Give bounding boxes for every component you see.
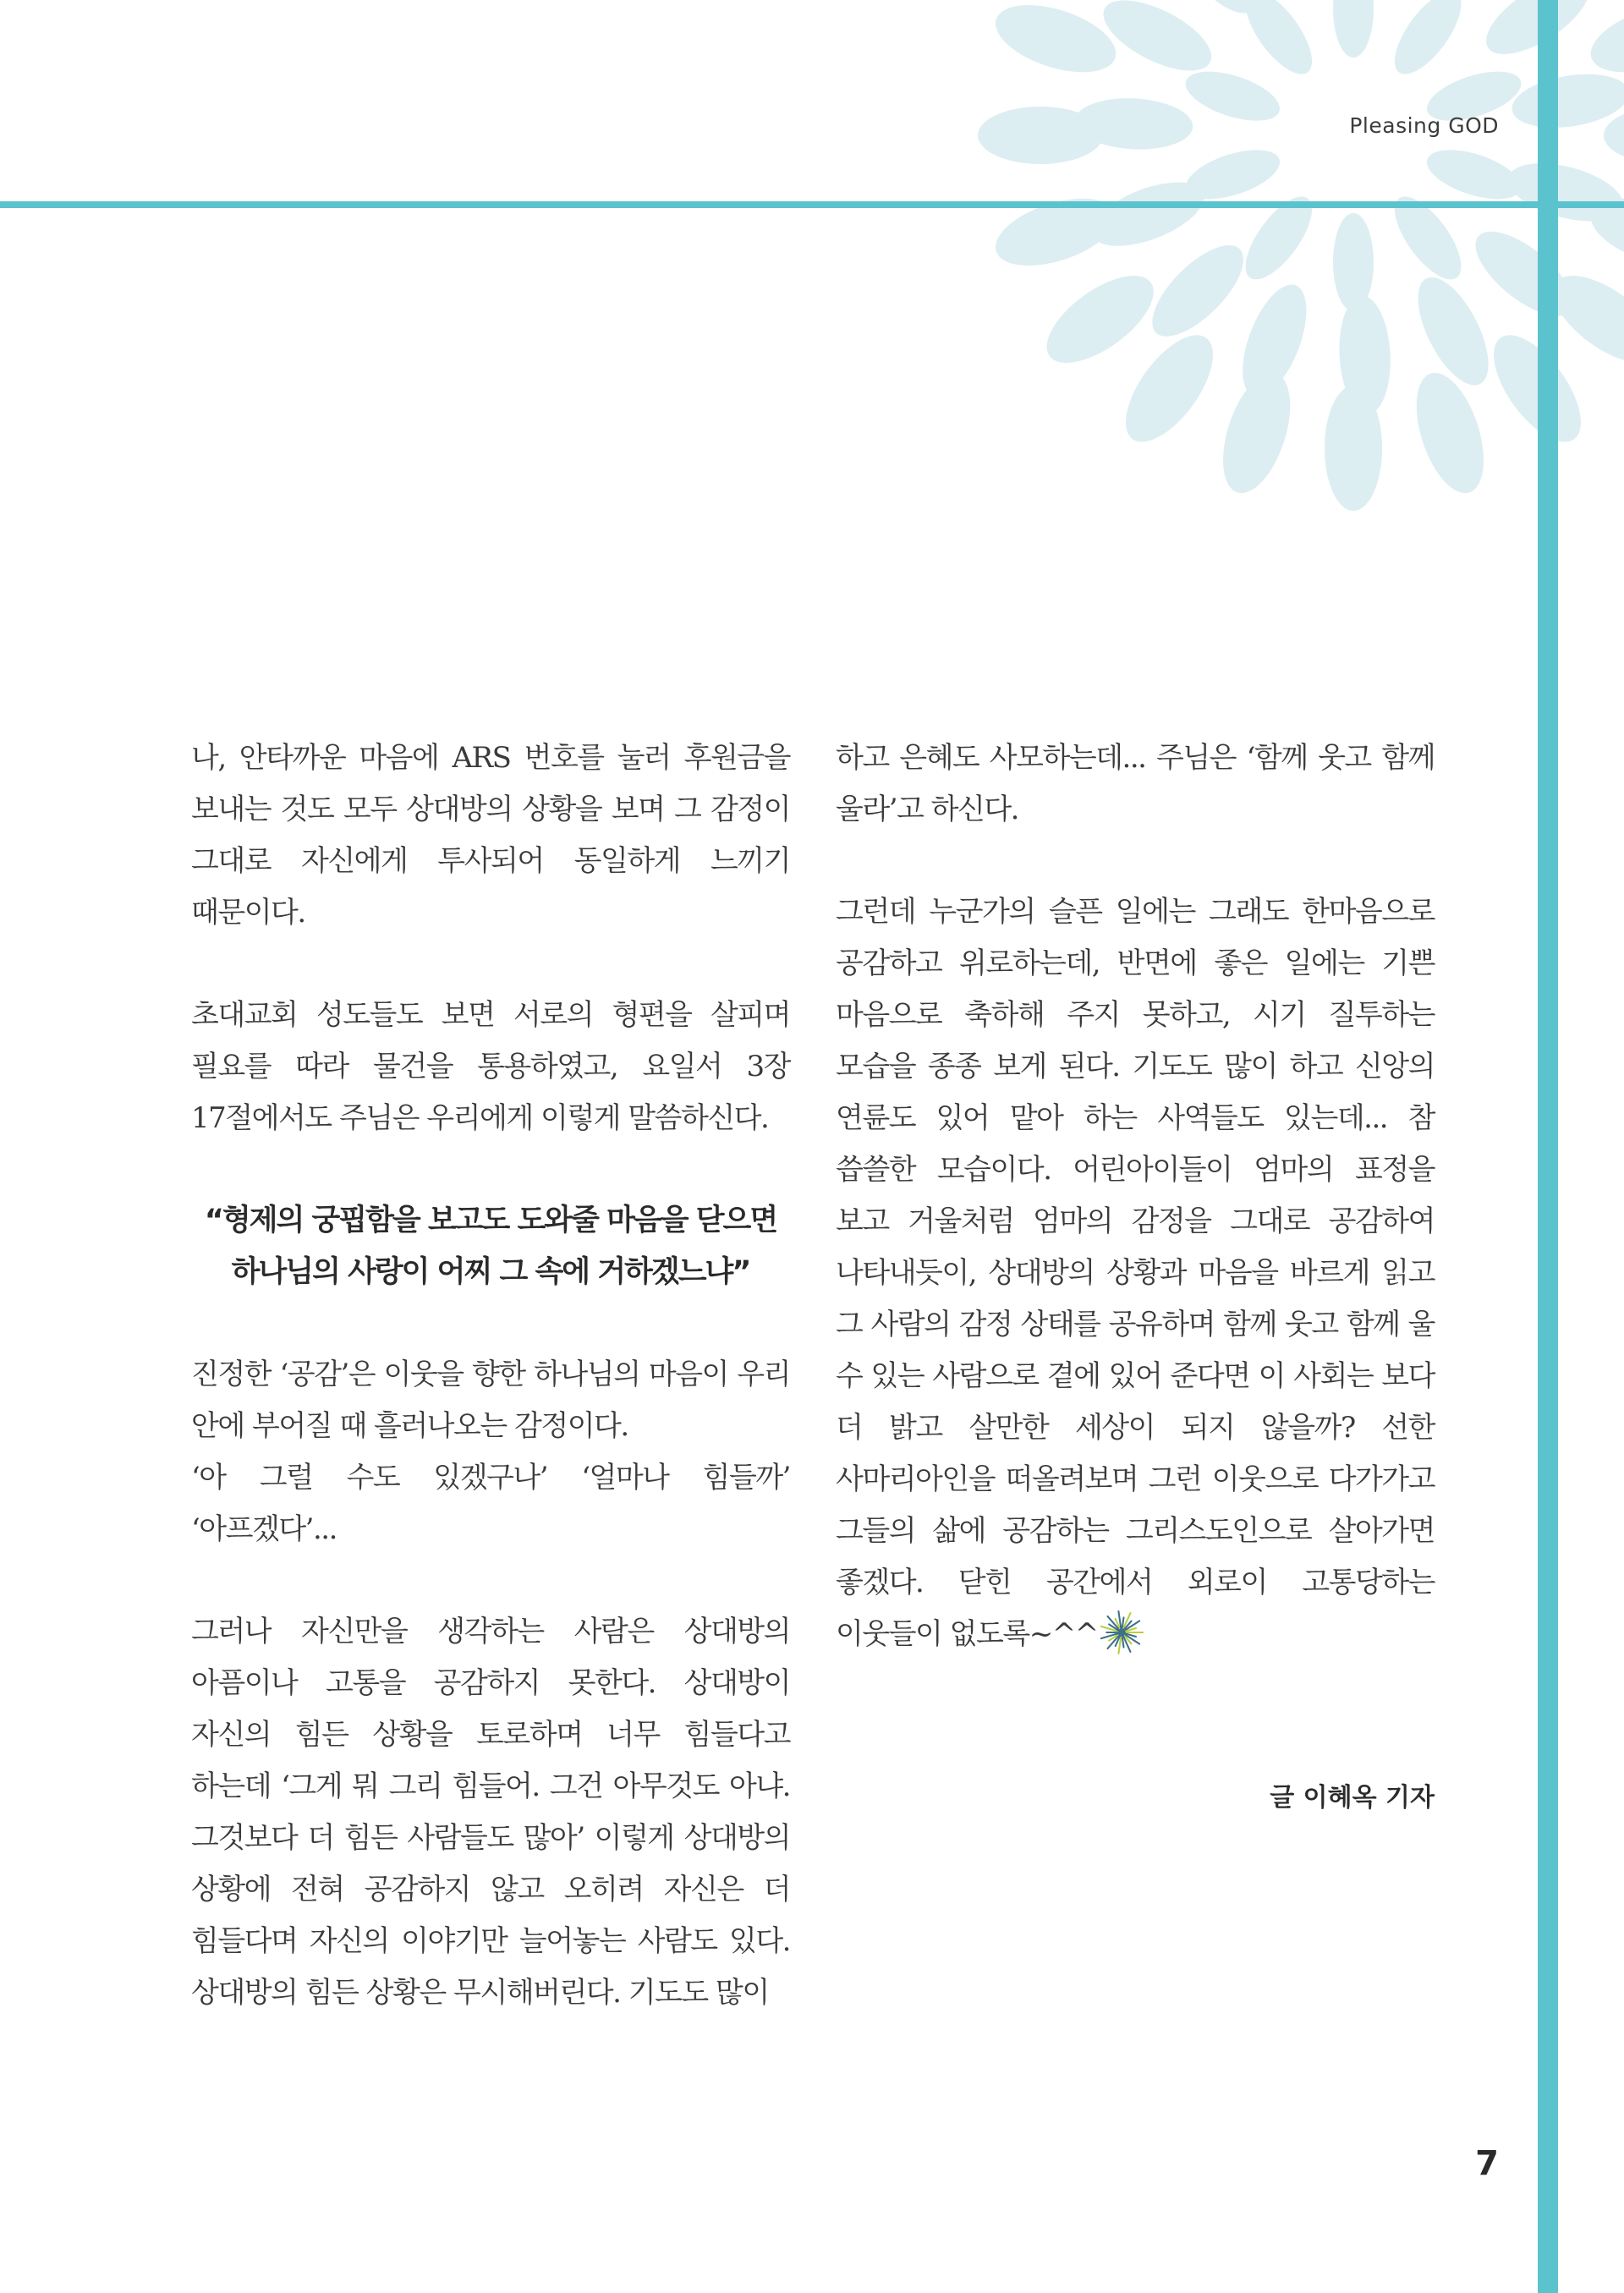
starburst-icon <box>1098 1609 1145 1656</box>
page-number: 7 <box>1475 2144 1499 2183</box>
paragraph: 나, 안타까운 마음에 ARS 번호를 눌러 후원금을 보내는 것도 모두 상대방의 상황을 보며 그 감정이 그대로 자신에게 투사되어 동일하게 느끼기 때문이다. <box>191 741 790 930</box>
paragraph: 그러나 자신만을 생각하는 사람은 상대방의 아픔이나 고통을 공감하지 못한다. 상대방이 자신의 힘든 상황을 토로하며 너무 힘들다고 하는데 ‘그게 뭐 그리 힘들어. 그건 아무것도 아냐. 그것보다 더 힘든 사람들도 많아’ 이렇게 상대방의 상황에 전혀 공감하지 않고 오히려 자신은 더 힘들다며 자신의 이야기만 늘어놓는 사람도 있다. 상대방의 힘든 상황은 무시해버린다. 기도도 많이 <box>191 1615 790 2010</box>
paragraph: 하고 은혜도 사모하는데... 주님은 ‘함께 웃고 함께 울라’고 하신다. <box>836 741 1435 826</box>
paragraph: ‘아 그럴 수도 있겠구나’ ‘얼마나 힘들까’ ‘아프겠다’... <box>191 1461 790 1546</box>
flower-burst-icon <box>964 0 1624 524</box>
scripture-quote <box>191 1195 790 1298</box>
article-left-column <box>191 732 790 2019</box>
byline: 글 이혜옥 기자 <box>1270 1783 1435 1813</box>
quote-line: 하나님의 사랑이 어찌 그 속에 거하겠느냐” <box>231 1255 750 1289</box>
paragraph: 초대교회 성도들도 보면 서로의 형편을 살피며 필요를 따라 물건을 통용하였고, 요일서 3장 17절에서도 주님은 우리에게 이렇게 말씀하신다. <box>191 998 790 1135</box>
section-label: Pleasing GOD <box>1349 113 1499 138</box>
header-rule <box>0 201 1624 208</box>
paragraph <box>836 886 1435 1660</box>
article-right-column <box>836 732 1435 1660</box>
quote-line: “형제의 궁핍함을 보고도 도와줄 마음을 닫으면 <box>204 1204 777 1237</box>
paragraph-text: 그런데 누군가의 슬픈 일에는 그래도 한마음으로 공감하고 위로하는데, 반면에 좋은 일에는 기쁜 마음으로 축하해 주지 못하고, 시기 질투하는 모습을 종종 보게 된다. 기도도 많이 하고 신앙의 연륜도 있어 맡아 하는 사역들도 있는데... 참 씁쓸한 모습이다. 어린아이들이 엄마의 표정을 보고 거울처럼 엄마의 감정을 그대로 공감하여 나타내듯이, 상대방의 상황과 마음을 바르게 읽고 그 사람의 감정 상태를 공유하며 함께 웃고 함께 울 수 있는 사람으로 곁에 있어 준다면 이 사회는 보다 더 밝고 살만한 세상이 되지 않을까? 선한 사마리아인을 떠올려보며 그런 이웃으로 다가가고 그들의 삶에 공감하는 그리스도인으로 살아가면 좋겠다. 닫힌 공간에서 외로이 고통당하는 이웃들이 없도록~^^ <box>836 895 1435 1651</box>
paragraph: 진정한 ‘공감’은 이웃을 향한 하나님의 마음이 우리 안에 부어질 때 흘러나오는 감정이다. <box>191 1358 790 1443</box>
right-edge-rule <box>1538 0 1558 2293</box>
